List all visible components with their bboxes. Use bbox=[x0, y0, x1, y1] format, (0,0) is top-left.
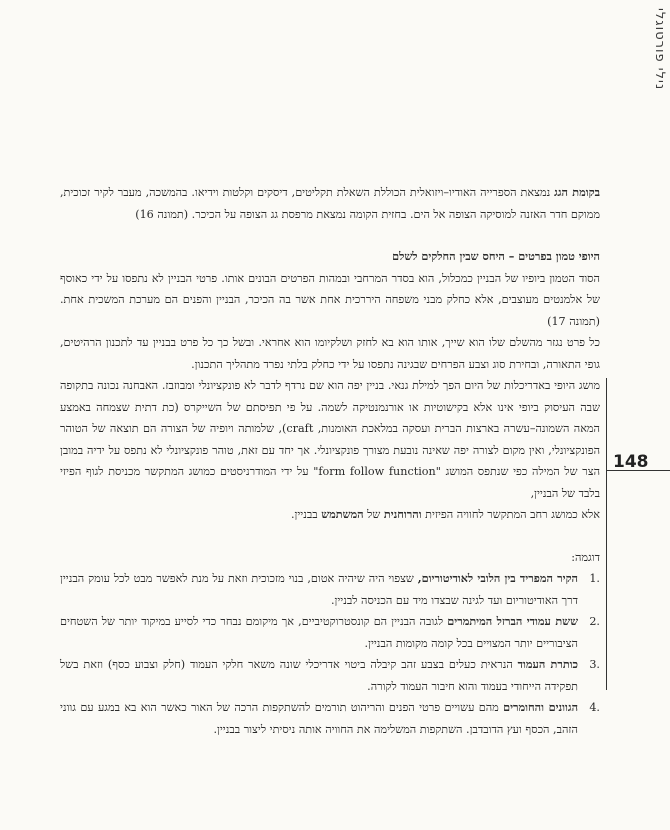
tail-text-3: בבניין. bbox=[290, 508, 322, 521]
examples-title: דוגמה: bbox=[571, 550, 600, 564]
list-item bbox=[60, 697, 600, 740]
list-item-text: מהם עשויים פרטי הפנים והריהוט תורמים להשתקפות הרכה של האור כאשר הוא בא במגע עם גווני הזהב, הכסף ועץ הדובדבן. השתקפות המשלימה את החוויה אותה ניסיתי ליצור בבניין. bbox=[60, 701, 578, 736]
list-item-number: 3. bbox=[589, 658, 600, 671]
paragraph-roof-floor bbox=[60, 182, 600, 225]
list-item-number: 4. bbox=[589, 701, 600, 714]
list-item bbox=[60, 568, 600, 611]
paragraph-beauty-concept: מושג היופי באדריכלות של היום הפך למילת גנאי. בניין יפה הוא שם נרדף לדבר לא פונקציונלי ומבוזבז. האבחנה נכונה בתקופה שבה העיסוק ביופי אינו אלא בקישוטיות או אורנמנטיקה לשמה. על פי תפיסתם של השייקרס (כת דתית שצמחה באמצע המאה השמונה–עשרה בארצות הברית ועסקה במלאכת האומנות, craft), שלמותה ויופיה של הצורה הם תוצאה של הטוהר הפונקציונלי, ואין מקום לצורה יפה שאינה נובעת מצורך פונקציונלי. אך יחד עם זאת, טוהר פונקציונלי לא נתפס על ידיה במובן הצר של המילה כפי שנתפס המושג "form follow function" על ידי המודרניסטים כמושג המתקשר מכניסת לגוף הפיזי בלבד של הבניין, bbox=[60, 379, 601, 500]
list-item bbox=[60, 611, 600, 654]
running-head: נילי פורטוגלי bbox=[652, 8, 667, 91]
roof-floor-bold: בקומת הגג bbox=[554, 185, 600, 199]
list-item-text: הנראית כעלים בצבע זהב קיבלה ביטוי אדריכלי שונה משאר חלקי העמוד (חלק וצבוע כסף) וזאת בשל תפקידה הייחודי בעמוד והוא חיבור העמוד לקורה. bbox=[60, 658, 578, 693]
margin-vertical-rule bbox=[606, 378, 607, 690]
list-item-bold: הגוונים והחומרים bbox=[503, 700, 578, 714]
paragraph-every-detail: כל פרט נגזר מהשלם שלו הוא שייך, אותו הוא בא לחזק ושלקיומו הוא אחראי. ובשל כך כל פרט בבניין עד לתכנון הרהיטים, גופי התאורה, ובחירת סוג וצבע הפרחים שבגינה נתפסו על ידי כחלק בלתי נפרד מתהליך התכנון. bbox=[60, 336, 600, 371]
list-item-bold: כותרת העמוד bbox=[517, 657, 578, 671]
paragraph-secret: הסוד הטמון ביופיו של הבניין כמכלול, הוא בסדר המרחבי ובמהות הפרטים הבונים אותו. פרטי הבניין לא נתפסו על ידי כאוסף של אלמנטים מעוצבים, אלא כחלק מבני משפחה היררכית אחת אשר בה הכיכר, הבניין והפנים הם מערכת המשכית אחת. (תמונה 17) bbox=[60, 271, 600, 328]
list-item-text: שצפוי היה שיהיה אטום, בנוי מזכוכית וזאת על מנת לאפשר מבט לכל עומק הבניין דרך האודיטוריום ועד לגינה שבצדו מיד עם הכניסה לבניין. bbox=[60, 572, 578, 607]
list-item-number: 2. bbox=[589, 615, 600, 628]
page-number: 148 bbox=[613, 452, 649, 472]
section-heading: היופי טמון בפרטים – היחס שבין החלקים לשלם bbox=[392, 249, 600, 263]
examples-list bbox=[60, 568, 600, 740]
tail-text-2: של bbox=[363, 508, 384, 521]
body-text bbox=[60, 182, 600, 740]
list-item-bold: ששת עמודי הברזל המיתמרים bbox=[447, 614, 578, 628]
paragraph-beauty-concept-tail bbox=[60, 504, 600, 526]
roof-floor-text: נמצאת הספרייה האודיו–ויזואלית הכוללת השאלת תקליטים, דיסקים וקלטות וידיאו. בהמשכה, מעבר לקיר זכוכית, ממוקם חדר האזנה למוסיקה הצופה אל הים. בחזית הקומה נמצאת מרפסת גג הצופה על הכיכר. (תמונה 16) bbox=[60, 186, 600, 221]
tail-bold-user: המשתמש bbox=[321, 507, 364, 521]
tail-bold-spiritual: והרוחנית bbox=[383, 507, 422, 521]
list-item-bold: הקיר המפריד בין הלובי לאודיטוריום, bbox=[417, 571, 578, 585]
list-item-number: 1. bbox=[589, 572, 600, 585]
list-item-text: לגובה הבניין הם קונסטרוקטיביים, אך מיקומם נבחר כדי לסייע במיקוד יותר של השטחים הציבוריים יותר המצויים בכל קומה מקומות הבניין. bbox=[60, 615, 578, 650]
tail-text-1: אלא כמושג רחב המתקשר לחוויה הפיזית bbox=[421, 508, 600, 521]
list-item bbox=[60, 654, 600, 697]
